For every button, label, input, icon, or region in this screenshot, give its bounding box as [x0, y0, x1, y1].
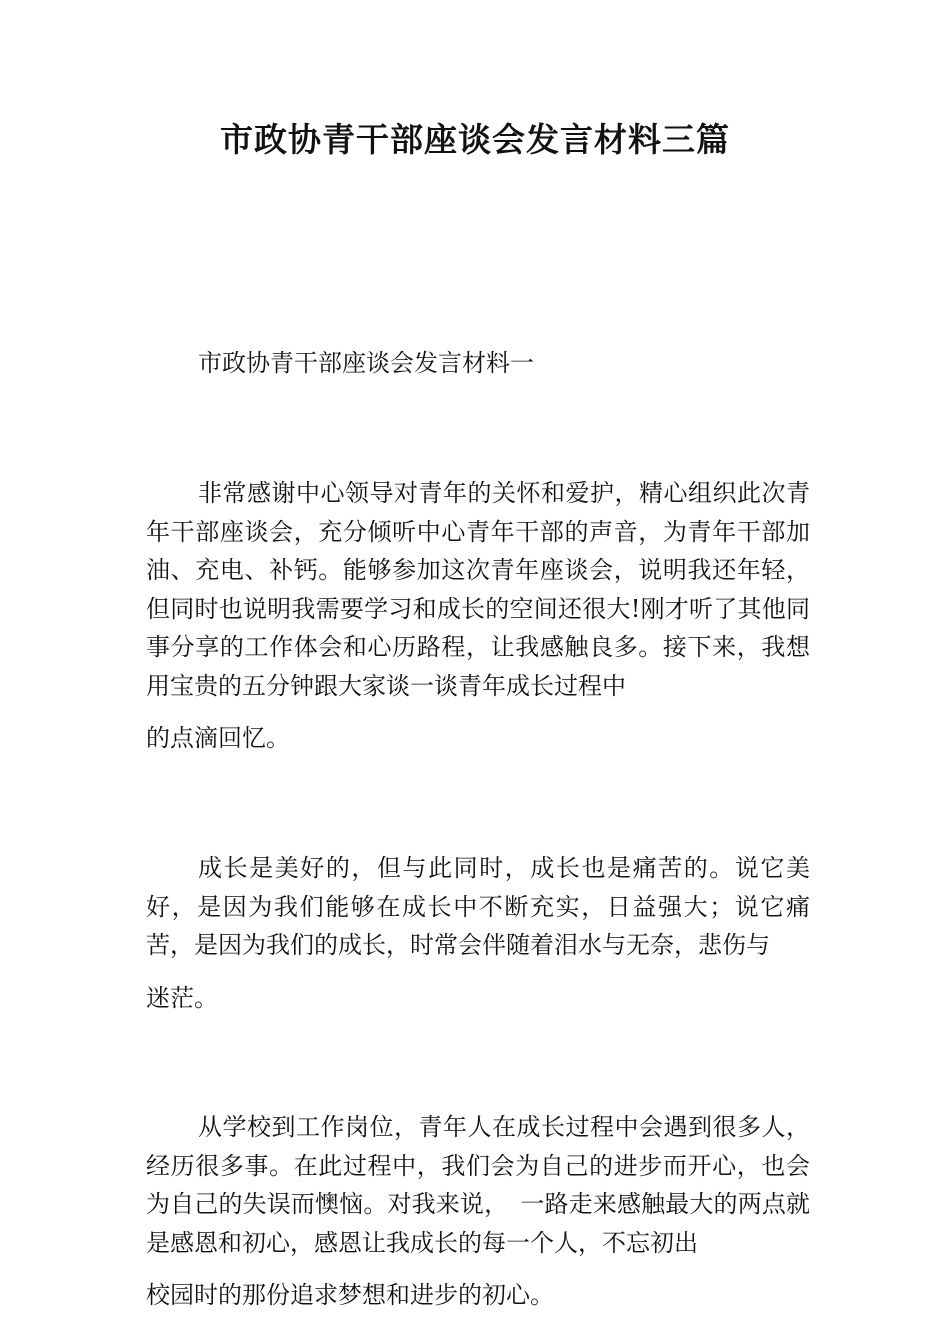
paragraph-3 — [146, 1108, 810, 1315]
paragraph-2-tail: 迷茫。 — [146, 983, 218, 1012]
paragraph-1 — [146, 474, 810, 758]
paragraph-2-body: 成长是美好的，但与此同时，成长也是痛苦的。说它美好，是因为我们能够在成长中不断充实，日益强大；说它痛苦，是因为我们的成长，时常会伴随着泪水与无奈，悲伤与 — [146, 854, 810, 959]
paragraph-3-body: 从学校到工作岗位，青年人在成长过程中会遇到很多人，经历很多事。在此过程中，我们会为自己的进步而开心，也会为自己的失误而懊恼。对我来说， 一路走来感触最大的两点就是感恩和初心，感恩让我成长的每一个人，不忘初出 — [146, 1113, 810, 1257]
document-title: 市政协青干部座谈会发言材料三篇 — [220, 120, 730, 159]
paragraph-3-tail: 校园时的那份追求梦想和进步的初心。 — [146, 1281, 554, 1309]
paragraph-2 — [146, 849, 810, 1017]
section-heading: 市政协青干部座谈会发言材料一 — [198, 349, 534, 377]
paragraph-1-body: 非常感谢中心领导对青年的关怀和爱护，精心组织此次青年干部座谈会，充分倾听中心青年干部的声音，为青年干部加油、充电、补钙。能够参加这次青年座谈会，说明我还年轻，但同时也说明我需要学习和成长的空间还很大!刚才听了其他同事分享的工作体会和心历路程，让我感触良多。接下来，我想用宝贵的五分钟跟大家谈一谈青年成长过程中 — [146, 479, 810, 700]
paragraph-1-tail: 的点滴回忆。 — [146, 724, 290, 752]
